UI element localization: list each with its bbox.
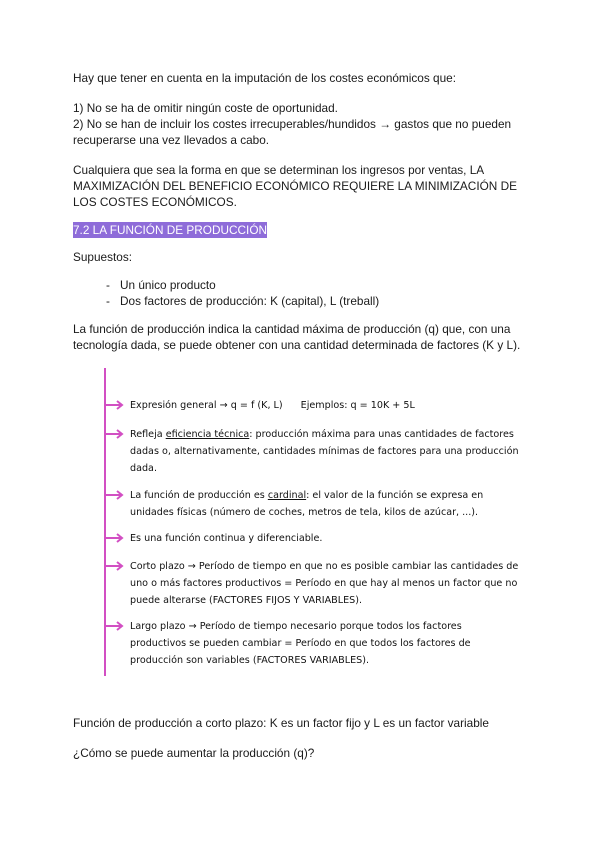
definition-paragraph: La función de producción indica la cantidad máxima de producción (q) que, con una tecnología dada, se puede obtener con una cantidad determinada de factores (K y L). xyxy=(73,322,521,352)
annotation-arrow-icon xyxy=(104,621,124,631)
note-general-expression: Expresión general → q = f (K, L) Ejemplos: q = 10K + 5L xyxy=(130,400,415,411)
note-long-run: Largo plazo → Período de tiempo necesario porque todos los factores productivos se pueden cambiar = Período en que todos los factores de producción son variables (FACTORES VARIABLES). xyxy=(130,621,471,666)
note-continuous: Es una función continua y diferenciable. xyxy=(130,533,323,544)
annotation-arrow-icon xyxy=(104,490,124,500)
assumptions-label: Supuestos: xyxy=(73,250,133,264)
annotation-arrow-icon xyxy=(104,429,124,439)
assumption-item: - Dos factores de producción: K (capital), L (treball) xyxy=(106,294,380,308)
section-heading-wrap xyxy=(73,222,533,238)
assumption-item: - Un único producto xyxy=(106,278,216,292)
question: ¿Cómo se puede aumentar la producción (q)? xyxy=(73,746,315,760)
intro-point-1: 1) No se ha de omitir ningún coste de oportunidad. xyxy=(73,101,338,115)
annotation-arrow-icon xyxy=(104,561,124,571)
section-heading: 7.2 LA FUNCIÓN DE PRODUCCIÓN xyxy=(73,223,268,237)
note-cardinal: La función de producción es cardinal: el valor de la función se expresa en unidades físicas (número de coches, metros de tela, kilos de azúcar, ...). xyxy=(130,490,484,518)
annotation-arrow-icon xyxy=(104,533,124,543)
note-short-run: Corto plazo → Período de tiempo en que no es posible cambiar las cantidades de uno o más factores productivos = Período en que hay al menos un factor que no puede alterarse (FACTORES FIJOS Y VARIABLES). xyxy=(130,561,519,606)
short-run-function: Función de producción a corto plazo: K es un factor fijo y L es un factor variable xyxy=(73,716,489,730)
intro-conclusion: Cualquiera que sea la forma en que se determinan los ingresos por ventas, LA MAXIMIZACIÓN DEL BENEFICIO ECONÓMICO REQUIERE LA MINIMIZACIÓN DE LOS COSTES ECONÓMICOS. xyxy=(73,163,517,209)
annotation-arrow-icon xyxy=(104,400,124,410)
intro-line: Hay que tener en cuenta en la imputación de los costes económicos que: xyxy=(73,71,456,85)
intro-point-2: 2) No se han de incluir los costes irrecuperables/hundidos → gastos que no pueden recuperarse una vez llevados a cabo. xyxy=(73,117,512,147)
note-technical-efficiency: Refleja eficiencia técnica: producción máxima para unas cantidades de factores dadas o, alternativamente, cantidades mínimas de factores para una producción dada. xyxy=(130,429,519,474)
